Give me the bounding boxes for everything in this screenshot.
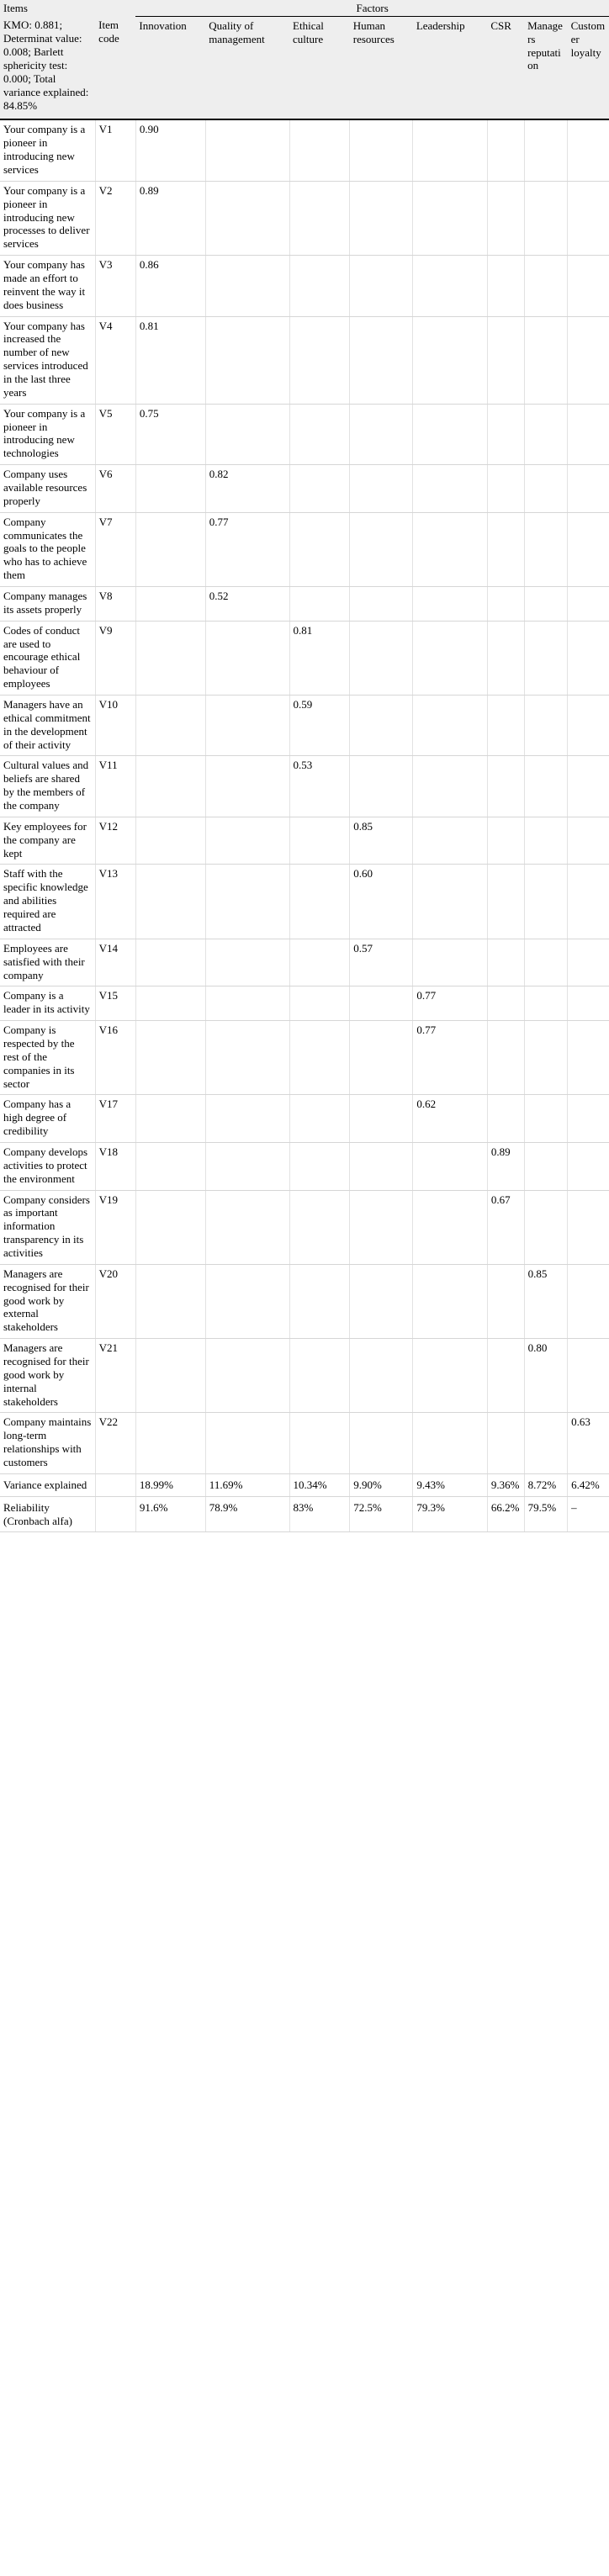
factor-loading: [289, 465, 350, 513]
factor-loading: [568, 696, 609, 756]
factor-loading: [524, 1413, 568, 1473]
table-row: [0, 939, 609, 986]
item-code: V8: [95, 587, 135, 622]
factor-loading: [205, 404, 289, 464]
factor-loading: [413, 465, 488, 513]
factor-loading: [205, 256, 289, 316]
factor-loading: [350, 316, 413, 404]
factor-loading: [413, 939, 488, 986]
factor-loading: [524, 986, 568, 1021]
factor-loading: [413, 1339, 488, 1413]
item-code: V12: [95, 817, 135, 865]
factor-loading: [135, 1264, 205, 1338]
item-text: Your company is a pioneer in introducing new technologies: [0, 404, 95, 464]
factor-loading: [487, 1339, 524, 1413]
factor-loading: [289, 316, 350, 404]
factor-loading: [413, 512, 488, 586]
factor-loading: [205, 1142, 289, 1190]
item-text: Company is a leader in its activity: [0, 986, 95, 1021]
factor-loading: [524, 756, 568, 817]
item-text: Company develops activities to protect the environment: [0, 1142, 95, 1190]
factor-loading: [524, 621, 568, 695]
factor-loading: 0.53: [289, 756, 350, 817]
factor-loading: [413, 1190, 488, 1264]
item-code-header: Item code: [95, 16, 135, 119]
factor-loading: [350, 404, 413, 464]
summary-label: Reliability (Cronbach alfa): [0, 1496, 95, 1532]
factor-loading: [413, 1264, 488, 1338]
factor-loading: [135, 939, 205, 986]
factor-loading: [524, 817, 568, 865]
factor-loading: [487, 756, 524, 817]
factor-loading: [289, 1339, 350, 1413]
factor-loading: [568, 939, 609, 986]
table-row: [0, 1021, 609, 1095]
factor-loading: [289, 986, 350, 1021]
factor-loading: [568, 1190, 609, 1264]
factor-loading: [350, 256, 413, 316]
item-text: Your company has increased the number of new services introduced in the last three years: [0, 316, 95, 404]
factor-loading: 0.75: [135, 404, 205, 464]
item-text: Your company is a pioneer in introducing new services: [0, 119, 95, 181]
factor-loading: [350, 621, 413, 695]
summary-value: 79.3%: [413, 1496, 488, 1532]
factor-loading: [289, 1095, 350, 1143]
factor-loading: [487, 1021, 524, 1095]
factor-loading: [135, 1021, 205, 1095]
factor-loading: [350, 1264, 413, 1338]
factor-loading: [524, 119, 568, 181]
factor-loading: [568, 256, 609, 316]
factor-loading: [205, 865, 289, 939]
factor-loading: [413, 316, 488, 404]
factor-loading: [289, 1413, 350, 1473]
item-text: Managers are recognised for their good work by external stakeholders: [0, 1264, 95, 1338]
factor-loading: 0.60: [350, 865, 413, 939]
factor-loading: 0.59: [289, 696, 350, 756]
item-code: V4: [95, 316, 135, 404]
item-text: Company communicates the goals to the people who has to achieve them: [0, 512, 95, 586]
factor-loading: [524, 696, 568, 756]
factor-loading: [487, 1264, 524, 1338]
item-text: Your company is a pioneer in introducing new processes to deliver services: [0, 181, 95, 255]
factor-loading: [350, 986, 413, 1021]
factor-loading: [568, 404, 609, 464]
factor-loading: [289, 404, 350, 464]
factor-loading: [487, 465, 524, 513]
factor-loading: [205, 1339, 289, 1413]
summary-value: 78.9%: [205, 1496, 289, 1532]
item-text: Company manages its assets properly: [0, 587, 95, 622]
factor-loading: [135, 986, 205, 1021]
table-row: [0, 256, 609, 316]
item-code: V6: [95, 465, 135, 513]
factor-loading: [205, 817, 289, 865]
factor-loading: [413, 181, 488, 255]
item-text: Company has a high degree of credibility: [0, 1095, 95, 1143]
item-code: V19: [95, 1190, 135, 1264]
factor-loading: [135, 1339, 205, 1413]
item-code: V14: [95, 939, 135, 986]
summary-value: 9.90%: [350, 1473, 413, 1496]
factor-loading: 0.80: [524, 1339, 568, 1413]
factor-loading: [289, 1264, 350, 1338]
factor-loading: 0.63: [568, 1413, 609, 1473]
summary-value: 10.34%: [289, 1473, 350, 1496]
factor-loading: [524, 865, 568, 939]
factor-loading: [487, 621, 524, 695]
item-code: V11: [95, 756, 135, 817]
item-code: V9: [95, 621, 135, 695]
factor-loading: [568, 817, 609, 865]
factor-loading: [413, 1413, 488, 1473]
factor-loading: [289, 1190, 350, 1264]
table-header: [0, 0, 609, 119]
table-row: [0, 865, 609, 939]
factor-loading: 0.52: [205, 587, 289, 622]
table-row: [0, 119, 609, 181]
item-text: Company is respected by the rest of the companies in its sector: [0, 1021, 95, 1095]
factor-loading: [350, 1413, 413, 1473]
summary-row: [0, 1473, 609, 1496]
factor-loading: [350, 1021, 413, 1095]
item-text: Company maintains long-term relationships with customers: [0, 1413, 95, 1473]
summary-value: 9.36%: [487, 1473, 524, 1496]
factor-loading: [568, 1095, 609, 1143]
factor-loading: [350, 1339, 413, 1413]
factor-loading: [205, 1190, 289, 1264]
factor-loading: [205, 1021, 289, 1095]
table-row: [0, 1190, 609, 1264]
table-row: [0, 1413, 609, 1473]
summary-value: 18.99%: [135, 1473, 205, 1496]
factor-loading: 0.57: [350, 939, 413, 986]
factor-loading: [350, 119, 413, 181]
factor-loading: [205, 986, 289, 1021]
factor-loading: [487, 1095, 524, 1143]
factor-loading: [487, 817, 524, 865]
factor-loading: [568, 865, 609, 939]
factor-loading: [524, 939, 568, 986]
factor-loading: [413, 256, 488, 316]
factor-loading: [350, 1190, 413, 1264]
factor-loading: [413, 817, 488, 865]
empty-cell: [95, 1496, 135, 1532]
summary-value: 9.43%: [413, 1473, 488, 1496]
factor-loading: [205, 181, 289, 255]
table-row: [0, 1142, 609, 1190]
factor-loading: [524, 465, 568, 513]
factor-loading: [135, 756, 205, 817]
factor-loading: 0.82: [205, 465, 289, 513]
factor-loading: [487, 1413, 524, 1473]
item-text: Company uses available resources properly: [0, 465, 95, 513]
factor-header: Quality of management: [205, 16, 289, 119]
factor-loading: [568, 986, 609, 1021]
factor-loading: [289, 865, 350, 939]
item-text: Employees are satisfied with their company: [0, 939, 95, 986]
factor-loading: [135, 512, 205, 586]
factor-loading: [568, 1142, 609, 1190]
factor-loading: [413, 1142, 488, 1190]
summary-value: 91.6%: [135, 1496, 205, 1532]
factor-loading: [487, 939, 524, 986]
item-text: Codes of conduct are used to encourage ethical behaviour of employees: [0, 621, 95, 695]
table-row: [0, 1095, 609, 1143]
table-row: [0, 1264, 609, 1338]
table-row: [0, 512, 609, 586]
factor-header: Ethical culture: [289, 16, 350, 119]
summary-value: –: [568, 1496, 609, 1532]
factor-loading: [487, 316, 524, 404]
item-code: V5: [95, 404, 135, 464]
factor-loading: [135, 621, 205, 695]
item-code: V3: [95, 256, 135, 316]
item-code: V1: [95, 119, 135, 181]
kmo-note: KMO: 0.881; Determinat value: 0.008; Barlett sphericity test: 0.000; Total variance explained: 84.85%: [0, 16, 95, 119]
item-text: Managers have an ethical commitment in the development of their activity: [0, 696, 95, 756]
factor-loading: [487, 696, 524, 756]
factor-loading: [289, 1142, 350, 1190]
factor-loading: [205, 621, 289, 695]
factor-loading: [350, 465, 413, 513]
factor-loading: 0.89: [135, 181, 205, 255]
factor-loading: [487, 512, 524, 586]
factor-loading: [350, 696, 413, 756]
factor-loading: [568, 512, 609, 586]
factor-loading: 0.89: [487, 1142, 524, 1190]
factor-loading: [350, 587, 413, 622]
factor-loading: [350, 1142, 413, 1190]
table-row: [0, 696, 609, 756]
factor-loading: [205, 316, 289, 404]
factor-loading: 0.77: [413, 1021, 488, 1095]
factor-loading: [289, 119, 350, 181]
factor-loading: [524, 181, 568, 255]
item-text: Cultural values and beliefs are shared by the members of the company: [0, 756, 95, 817]
item-text: Your company has made an effort to reinvent the way it does business: [0, 256, 95, 316]
factor-loading: [205, 939, 289, 986]
factor-loading: [524, 512, 568, 586]
table-row: [0, 621, 609, 695]
item-text: Staff with the specific knowledge and abilities required are attracted: [0, 865, 95, 939]
factor-loading: [413, 404, 488, 464]
table-row: [0, 181, 609, 255]
factor-loading: [135, 1190, 205, 1264]
factor-loading: [135, 465, 205, 513]
factor-loading: [568, 621, 609, 695]
factor-loading: [524, 1142, 568, 1190]
factor-loading: [568, 1339, 609, 1413]
factor-loading: [524, 1190, 568, 1264]
factor-loading: [524, 1021, 568, 1095]
table-row: [0, 316, 609, 404]
factor-loading: [135, 1142, 205, 1190]
summary-value: 6.42%: [568, 1473, 609, 1496]
factor-loading: [289, 817, 350, 865]
factor-header: Human resources: [350, 16, 413, 119]
item-text: Key employees for the company are kept: [0, 817, 95, 865]
table-row: [0, 986, 609, 1021]
factor-loading: [350, 756, 413, 817]
item-code: V18: [95, 1142, 135, 1190]
factor-loading: [568, 181, 609, 255]
factor-loading: 0.77: [205, 512, 289, 586]
factor-header: CSR: [487, 16, 524, 119]
factor-loading: [205, 756, 289, 817]
factor-loading: [487, 587, 524, 622]
summary-value: 72.5%: [350, 1496, 413, 1532]
factor-loading: [135, 587, 205, 622]
factor-loading: [135, 696, 205, 756]
item-code: V20: [95, 1264, 135, 1338]
table-row: [0, 465, 609, 513]
summary-label: Variance explained: [0, 1473, 95, 1496]
factor-loading: [289, 512, 350, 586]
factor-loading: 0.90: [135, 119, 205, 181]
table-body: [0, 119, 609, 1532]
factor-loading: [524, 587, 568, 622]
factor-loading: [524, 256, 568, 316]
factor-loading: 0.77: [413, 986, 488, 1021]
factor-loading: [413, 587, 488, 622]
summary-value: 66.2%: [487, 1496, 524, 1532]
table-row: [0, 756, 609, 817]
factor-loading: 0.85: [350, 817, 413, 865]
factor-loading: [289, 256, 350, 316]
factor-loading: [289, 181, 350, 255]
factor-loading: [413, 621, 488, 695]
factor-loading: [205, 1413, 289, 1473]
table-row: [0, 1339, 609, 1413]
factor-loading: 0.62: [413, 1095, 488, 1143]
factor-loading: [568, 119, 609, 181]
item-code: V21: [95, 1339, 135, 1413]
factor-loading: [413, 696, 488, 756]
factor-loading: 0.86: [135, 256, 205, 316]
factor-loading: [487, 865, 524, 939]
factors-header: Factors: [135, 0, 609, 16]
table-row: [0, 817, 609, 865]
factor-loading: [413, 865, 488, 939]
factor-loading: 0.67: [487, 1190, 524, 1264]
factor-loading: [524, 1095, 568, 1143]
factor-loading: [350, 181, 413, 255]
item-text: Company considers as important information transparency in its activities: [0, 1190, 95, 1264]
factor-loading: 0.85: [524, 1264, 568, 1338]
factor-loading: [289, 587, 350, 622]
item-code: V16: [95, 1021, 135, 1095]
factor-loading: [135, 817, 205, 865]
factor-loading: [524, 404, 568, 464]
item-code: V2: [95, 181, 135, 255]
factor-loading: [568, 756, 609, 817]
item-code: V22: [95, 1413, 135, 1473]
factor-loading: [568, 465, 609, 513]
factor-loading: [135, 1095, 205, 1143]
factor-loading: [205, 1095, 289, 1143]
summary-value: 11.69%: [205, 1473, 289, 1496]
factor-loading: [413, 119, 488, 181]
factor-loading: [135, 1413, 205, 1473]
factor-loading: [568, 1264, 609, 1338]
factor-loading: [205, 696, 289, 756]
factor-loading: [568, 1021, 609, 1095]
summary-value: 8.72%: [524, 1473, 568, 1496]
factor-header: Customer loyalty: [568, 16, 609, 119]
item-code: V15: [95, 986, 135, 1021]
factor-loading: [487, 119, 524, 181]
summary-value: 79.5%: [524, 1496, 568, 1532]
factor-loading: [205, 1264, 289, 1338]
item-code: V17: [95, 1095, 135, 1143]
summary-row: [0, 1496, 609, 1532]
factor-loading: [350, 1095, 413, 1143]
item-text: Managers are recognised for their good work by internal stakeholders: [0, 1339, 95, 1413]
factor-loading: [350, 512, 413, 586]
factor-loading: 0.81: [289, 621, 350, 695]
factor-loading: [568, 587, 609, 622]
factor-header: Innovation: [135, 16, 205, 119]
table-row: [0, 404, 609, 464]
factor-loading: [413, 756, 488, 817]
factor-loading: [289, 939, 350, 986]
factor-loading: [487, 986, 524, 1021]
item-code: V10: [95, 696, 135, 756]
factor-loading: [289, 1021, 350, 1095]
item-code: V13: [95, 865, 135, 939]
empty-cell: [95, 1473, 135, 1496]
factor-loading: 0.81: [135, 316, 205, 404]
factor-loading: [487, 256, 524, 316]
factor-loading: [568, 316, 609, 404]
factor-loading: [524, 316, 568, 404]
factor-loading: [135, 865, 205, 939]
factor-loading: [487, 181, 524, 255]
table-row: [0, 587, 609, 622]
summary-value: 83%: [289, 1496, 350, 1532]
factor-loading: [205, 119, 289, 181]
items-header: Items: [0, 0, 135, 16]
factor-loading: [487, 404, 524, 464]
item-code: V7: [95, 512, 135, 586]
factor-header: Managers reputation: [524, 16, 568, 119]
factor-header: Leadership: [413, 16, 488, 119]
